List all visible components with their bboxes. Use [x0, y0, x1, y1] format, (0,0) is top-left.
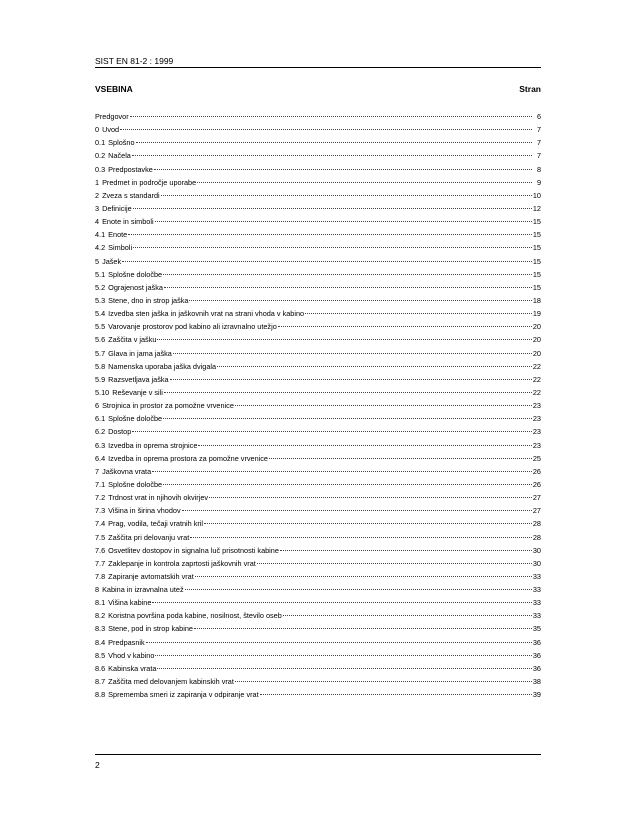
toc-dot-leader — [190, 537, 532, 538]
toc-dot-leader — [161, 195, 532, 196]
toc-entry-number: 5.4 — [95, 309, 106, 319]
toc-dot-leader — [173, 353, 532, 354]
toc-entry — [95, 347, 541, 360]
toc-entry-page: 19 — [532, 309, 541, 319]
toc-dot-leader — [164, 392, 532, 393]
toc-entry-page: 28 — [532, 519, 541, 529]
toc-dot-leader — [260, 694, 532, 695]
toc-dot-leader — [235, 405, 532, 406]
toc-entry-page: 23 — [532, 440, 541, 450]
toc-entry-page: 36 — [532, 650, 541, 660]
toc-entry-page: 20 — [532, 335, 541, 345]
toc-dot-leader — [122, 261, 532, 262]
toc-entry-number: 7.7 — [95, 558, 106, 568]
toc-dot-leader — [133, 247, 532, 248]
toc-entry-title: Predpostavke — [108, 164, 153, 174]
toc-entry — [95, 320, 541, 333]
toc-entry-title: Splošne določbe — [108, 479, 163, 489]
toc-dot-leader — [163, 418, 532, 419]
toc-entry-number: 5.6 — [95, 335, 106, 345]
toc-entry-number: 7 — [95, 466, 100, 476]
toc-entry-page: 18 — [532, 295, 541, 305]
toc-entry-number: 8.7 — [95, 677, 106, 687]
toc-entry — [95, 649, 541, 662]
toc-entry-number: 5.3 — [95, 295, 106, 305]
toc-entry-title: Definicije — [102, 203, 132, 213]
toc-entry-title: Splošno — [108, 138, 135, 148]
toc-entry-title: Dostop — [108, 427, 132, 437]
toc-entry — [95, 241, 541, 254]
toc-entry-number: 5.2 — [95, 282, 106, 292]
footer-divider — [95, 754, 541, 755]
toc-entry-title: Splošne določbe — [108, 414, 163, 424]
toc-dot-leader — [195, 576, 532, 577]
toc-entry-page: 15 — [532, 217, 541, 227]
toc-dot-leader — [132, 431, 532, 432]
toc-dot-leader — [132, 155, 532, 156]
toc-dot-leader — [155, 221, 532, 222]
toc-entry — [95, 478, 541, 491]
toc-entry — [95, 583, 541, 596]
toc-entry-title: Zveza s standardi — [102, 190, 160, 200]
toc-entry — [95, 596, 541, 609]
toc-entry-page: 39 — [532, 690, 541, 700]
toc-entry-page: 33 — [532, 571, 541, 581]
toc-entry-number: 5.8 — [95, 361, 106, 371]
toc-entry-title: Predmet in področje uporabe — [102, 177, 197, 187]
toc-entry-title: Izvedba in oprema prostora za pomožne vrvenice — [108, 453, 268, 463]
toc-entry — [95, 504, 541, 517]
toc-entry-page: 28 — [532, 532, 541, 542]
toc-entry-title: Predgovor — [95, 112, 129, 121]
page-column-label: Stran — [519, 84, 541, 94]
toc-entry-title: Trdnost vrat in njihovih okvirjev — [108, 493, 209, 503]
toc-entry-title: Strojnica in prostor za pomožne vrvenice — [102, 401, 234, 411]
toc-entry-number: 0.3 — [95, 164, 106, 174]
toc-entry — [95, 294, 541, 307]
toc-entry-title: Simboli — [108, 243, 133, 253]
toc-entry-page: 15 — [532, 243, 541, 253]
toc-entry — [95, 333, 541, 346]
toc-entry — [95, 688, 541, 701]
toc-entry — [95, 373, 541, 386]
toc-entry-number: 6 — [95, 401, 100, 411]
toc-entry-page: 22 — [532, 361, 541, 371]
toc-entry-number: 0.1 — [95, 138, 106, 148]
document-header — [95, 56, 541, 68]
toc-dot-leader — [163, 484, 532, 485]
toc-entry-number: 8.4 — [95, 637, 106, 647]
toc-entry — [95, 570, 541, 583]
toc-entry — [95, 557, 541, 570]
toc-entry — [95, 531, 541, 544]
toc-entry-page: 7 — [536, 138, 541, 148]
toc-entry-page: 10 — [532, 190, 541, 200]
toc-entry-page: 15 — [532, 282, 541, 292]
toc-dot-leader — [278, 326, 532, 327]
toc-entry-number: 6.4 — [95, 453, 106, 463]
toc-entry-page: 7 — [536, 125, 541, 135]
toc-entry — [95, 228, 541, 241]
toc-entry-title: Zaščita v jašku — [108, 335, 157, 345]
toc-dot-leader — [209, 497, 532, 498]
toc-dot-leader — [280, 550, 532, 551]
toc-entry — [95, 202, 541, 215]
toc-entry-number: 8.2 — [95, 611, 106, 621]
toc-entry — [95, 491, 541, 504]
toc-entry — [95, 439, 541, 452]
toc-entry-title: Varovanje prostorov pod kabino ali izravnalno utežjo — [108, 322, 277, 332]
toc-dot-leader — [154, 169, 532, 170]
toc-entry-title: Višina kabine — [108, 598, 152, 608]
toc-entry-number: 4.2 — [95, 243, 106, 253]
toc-entry-page: 15 — [532, 256, 541, 266]
toc-dot-leader — [185, 589, 532, 590]
toc-dot-leader — [152, 602, 531, 603]
toc-entry-number: 1 — [95, 177, 100, 187]
toc-entry — [95, 189, 541, 202]
toc-entry-page: 26 — [532, 466, 541, 476]
toc-dot-leader — [235, 681, 532, 682]
toc-entry-title: Osvetlitev dostopov in signalna luč prisotnosti kabine — [108, 545, 279, 555]
toc-entry — [95, 110, 541, 123]
toc-entry-number: 5.10 — [95, 387, 110, 397]
toc-entry-title: Izvedba sten jaška in jaškovnih vrat na strani vhoda v kabino — [108, 309, 305, 319]
toc-entry-number: 2 — [95, 190, 100, 200]
toc-entry-page: 15 — [532, 269, 541, 279]
toc-entry — [95, 307, 541, 320]
toc-entry-number: 7.2 — [95, 493, 106, 503]
toc-entry-title: Zaščita pri delovanju vrat — [108, 532, 190, 542]
toc-entry-title: Ograjenost jaška — [108, 282, 163, 292]
toc-entry-number: 6.3 — [95, 440, 106, 450]
toc-entry — [95, 622, 541, 635]
toc-entry-number: 4 — [95, 217, 100, 227]
toc-entry-number: 8.6 — [95, 663, 106, 673]
toc-entry — [95, 636, 541, 649]
toc-entry-number: 0.2 — [95, 151, 106, 161]
toc-entry-title: Enote — [108, 230, 128, 240]
toc-entry-page: 22 — [532, 374, 541, 384]
toc-entry-number: 5.5 — [95, 322, 106, 332]
toc-entry-title: Zaščita med delovanjem kabinskih vrat — [108, 677, 234, 687]
toc-entry-number: 8.3 — [95, 624, 106, 634]
toc-entry-title: Stene, dno in strop jaška — [108, 295, 189, 305]
toc-entry-page: 6 — [536, 112, 541, 121]
toc-dot-leader — [130, 116, 532, 117]
toc-entry-number: 5 — [95, 256, 100, 266]
toc-entry-title: Koristna površina poda kabine, nosilnost, število oseb — [108, 611, 282, 621]
toc-entry-title: Razsvetljava jaška — [108, 374, 169, 384]
toc-entry — [95, 425, 541, 438]
toc-entry-number: 4.1 — [95, 230, 106, 240]
toc-entry-page: 30 — [532, 558, 541, 568]
toc-entry-title: Glava in jama jaška — [108, 348, 172, 358]
toc-entry-page: 38 — [532, 677, 541, 687]
toc-dot-leader — [257, 563, 532, 564]
toc-entry-title: Kabinska vrata — [108, 663, 157, 673]
toc-dot-leader — [283, 615, 532, 616]
standard-designation: SIST EN 81-2 : 1999 — [95, 56, 174, 66]
toc-dot-leader — [133, 208, 532, 209]
toc-entry-title: Reševanje v sili — [112, 387, 163, 397]
toc-entry-page: 23 — [532, 427, 541, 437]
toc-entry — [95, 136, 541, 149]
toc-entry-title: Splošne določbe — [108, 269, 163, 279]
toc-entry-number: 7.5 — [95, 532, 106, 542]
toc-dot-leader — [163, 274, 532, 275]
toc-dot-leader — [146, 642, 532, 643]
toc-entry — [95, 281, 541, 294]
toc-dot-leader — [269, 458, 532, 459]
toc-entry-title: Vhod v kabino — [108, 650, 155, 660]
toc-entry-title: Kabina in izravnalna utež — [102, 585, 184, 595]
toc-entry-number: 7.6 — [95, 545, 106, 555]
toc-dot-leader — [204, 523, 532, 524]
toc-entry — [95, 176, 541, 189]
toc-entry-page: 33 — [532, 598, 541, 608]
toc-dot-leader — [120, 129, 532, 130]
toc-entry-title: Enote in simboli — [102, 217, 154, 227]
toc-entry-number: 6.1 — [95, 414, 106, 424]
toc-entry-number: 3 — [95, 203, 100, 213]
toc-entry-title: Jašek — [102, 256, 122, 266]
toc-entry — [95, 465, 541, 478]
toc-entry — [95, 412, 541, 425]
toc-entry-page: 23 — [532, 401, 541, 411]
toc-entry-title: Višina in širina vhodov — [108, 506, 181, 516]
toc-entry-title: Sprememba smeri iz zapiranja v odpiranje vrat — [108, 690, 259, 700]
toc-entry-number: 0 — [95, 125, 100, 135]
toc-dot-leader — [182, 510, 532, 511]
toc-entry-title: Izvedba in oprema strojnice — [108, 440, 198, 450]
table-of-contents — [95, 110, 541, 701]
toc-entry-page: 9 — [536, 177, 541, 187]
toc-dot-leader — [164, 287, 532, 288]
toc-dot-leader — [155, 655, 531, 656]
toc-entry-number: 7.1 — [95, 479, 106, 489]
toc-entry-title: Načela — [108, 151, 131, 161]
toc-entry-title: Predpasnik — [108, 637, 145, 647]
toc-dot-leader — [128, 234, 532, 235]
toc-entry-number: 6.2 — [95, 427, 106, 437]
toc-entry-page: 27 — [532, 506, 541, 516]
toc-entry — [95, 163, 541, 176]
toc-dot-leader — [194, 628, 532, 629]
toc-entry-title: Uvod — [102, 125, 120, 135]
toc-dot-leader — [170, 379, 532, 380]
toc-heading-row — [95, 84, 541, 94]
toc-dot-leader — [197, 182, 532, 183]
toc-entry — [95, 675, 541, 688]
toc-entry-page: 23 — [532, 414, 541, 424]
toc-entry — [95, 255, 541, 268]
toc-dot-leader — [152, 471, 532, 472]
toc-entry — [95, 517, 541, 530]
toc-entry-page: 7 — [536, 151, 541, 161]
toc-entry — [95, 452, 541, 465]
toc-entry-page: 36 — [532, 663, 541, 673]
toc-entry-page: 20 — [532, 348, 541, 358]
toc-entry — [95, 662, 541, 675]
toc-entry-title: Zaklepanje in kontrola zaprtosti jaškovnih vrat — [108, 558, 256, 568]
toc-entry-number: 5.9 — [95, 374, 106, 384]
toc-entry — [95, 123, 541, 136]
toc-dot-leader — [157, 339, 531, 340]
toc-entry-page: 33 — [532, 585, 541, 595]
toc-dot-leader — [198, 445, 531, 446]
toc-entry — [95, 268, 541, 281]
toc-dot-leader — [217, 366, 532, 367]
toc-entry — [95, 609, 541, 622]
toc-entry-number: 8.5 — [95, 650, 106, 660]
toc-entry-page: 30 — [532, 545, 541, 555]
toc-entry-title: Prag, vodila, tečaji vratnih kril — [108, 519, 204, 529]
toc-entry-page: 15 — [532, 230, 541, 240]
toc-entry-number: 5.1 — [95, 269, 106, 279]
toc-entry-page: 12 — [532, 203, 541, 213]
toc-entry-number: 8.1 — [95, 598, 106, 608]
toc-entry-number: 8.8 — [95, 690, 106, 700]
toc-dot-leader — [305, 313, 532, 314]
toc-entry-number: 8 — [95, 585, 100, 595]
toc-dot-leader — [136, 142, 532, 143]
toc-heading: VSEBINA — [95, 84, 133, 94]
toc-entry-page: 35 — [532, 624, 541, 634]
toc-entry-page: 20 — [532, 322, 541, 332]
toc-dot-leader — [189, 300, 531, 301]
toc-entry-page: 25 — [532, 453, 541, 463]
toc-entry-page: 26 — [532, 479, 541, 489]
toc-entry-page: 8 — [536, 164, 541, 174]
toc-entry — [95, 386, 541, 399]
toc-entry-number: 5.7 — [95, 348, 106, 358]
toc-entry-title: Namenska uporaba jaška dvigala — [108, 361, 217, 371]
toc-entry — [95, 360, 541, 373]
toc-entry — [95, 399, 541, 412]
page-number: 2 — [95, 760, 100, 770]
toc-entry-number: 7.4 — [95, 519, 106, 529]
toc-entry-page: 27 — [532, 493, 541, 503]
toc-entry — [95, 149, 541, 162]
toc-dot-leader — [157, 668, 531, 669]
toc-entry-title: Jaškovna vrata — [102, 466, 152, 476]
toc-entry-page: 36 — [532, 637, 541, 647]
toc-entry-title: Stene, pod in strop kabine — [108, 624, 193, 634]
toc-entry — [95, 544, 541, 557]
toc-entry-page: 33 — [532, 611, 541, 621]
toc-entry-number: 7.3 — [95, 506, 106, 516]
toc-entry-number: 7.8 — [95, 571, 106, 581]
toc-entry-title: Zapiranje avtomatskih vrat — [108, 571, 194, 581]
toc-entry-page: 22 — [532, 387, 541, 397]
toc-entry — [95, 215, 541, 228]
